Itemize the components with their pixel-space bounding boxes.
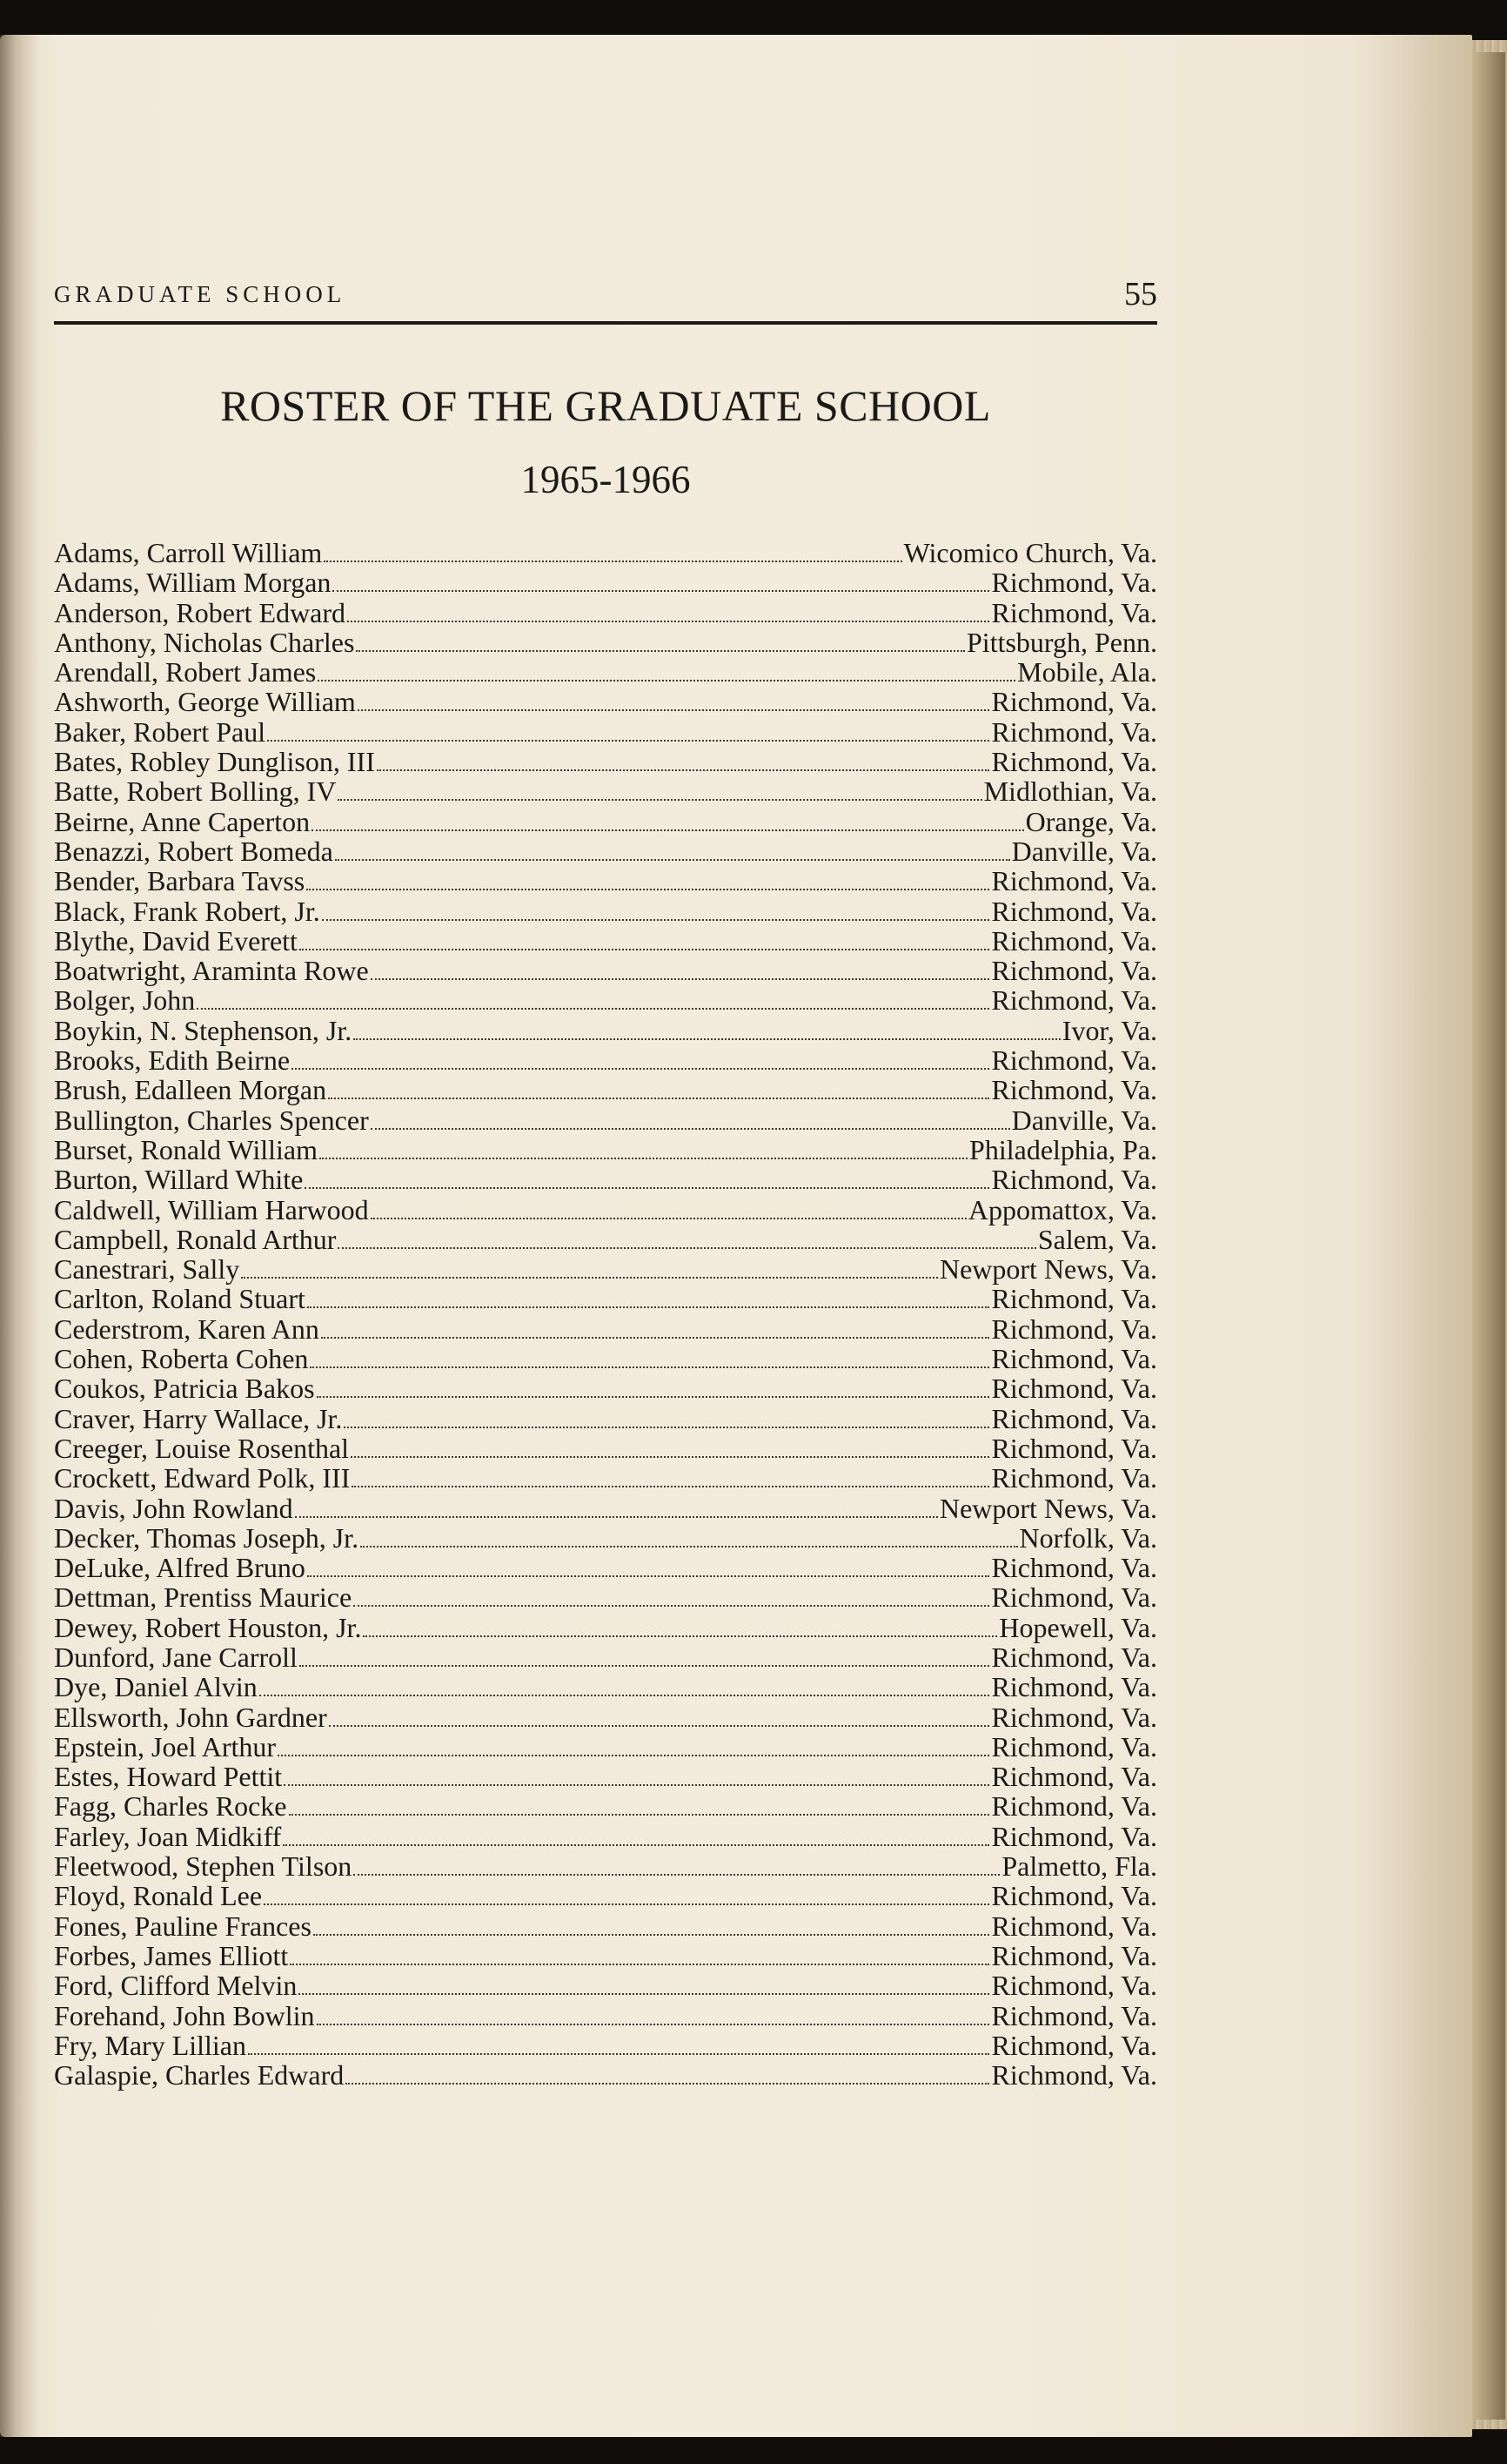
student-name: Craver, Harry Wallace, Jr. (54, 1402, 343, 1434)
binding-shadow (0, 35, 40, 2437)
student-name: Adams, William Morgan (54, 567, 332, 599)
hometown: Richmond, Va. (991, 1730, 1157, 1762)
student-name: Dewey, Robert Houston, Jr. (54, 1611, 362, 1643)
roster-entry (54, 687, 1157, 716)
hometown: Richmond, Va. (991, 1999, 1157, 2031)
student-name: Batte, Robert Bolling, IV (54, 775, 337, 808)
hometown: Wicomico Church, Va. (903, 537, 1157, 568)
roster-entry (54, 1971, 1157, 2000)
roster-entry (54, 1732, 1157, 1762)
student-name: Arendall, Robert James (54, 656, 317, 688)
dot-leader (299, 1665, 990, 1667)
student-name: Dye, Daniel Alvin (54, 1671, 258, 1703)
student-name: Ford, Clifford Melvin (54, 1970, 298, 2002)
hometown: Richmond, Va. (991, 984, 1157, 1017)
student-name: Coukos, Patricia Bakos (54, 1373, 315, 1405)
roster-entry (54, 1613, 1157, 1642)
student-name: Fagg, Charles Rocke (54, 1790, 287, 1823)
roster-entry (54, 1881, 1157, 1910)
dot-leader (283, 1844, 989, 1846)
student-name: Boatwright, Araminta Rowe (54, 955, 369, 987)
hometown: Richmond, Va. (991, 924, 1157, 957)
dot-leader (306, 889, 989, 890)
student-name: Campbell, Ronald Arthur (54, 1223, 337, 1255)
dot-leader (318, 680, 1015, 681)
dot-leader (298, 1993, 989, 1995)
dot-leader (371, 1218, 967, 1219)
roster-entry (54, 1851, 1157, 1881)
roster-entry (54, 866, 1157, 896)
student-name: Carlton, Roland Stuart (54, 1283, 305, 1315)
dot-leader (338, 1247, 1035, 1249)
hometown: Danville, Va. (1011, 835, 1157, 867)
dot-leader (299, 949, 990, 950)
dot-leader (332, 590, 989, 592)
hometown: Richmond, Va. (991, 1641, 1157, 1673)
roster-entry (54, 1135, 1157, 1165)
dot-leader (278, 1755, 989, 1756)
hometown: Richmond, Va. (991, 1373, 1157, 1405)
roster-entry (54, 1045, 1157, 1075)
hometown: Richmond, Va. (991, 1910, 1157, 1942)
student-name: Caldwell, William Harwood (54, 1193, 369, 1225)
roster-entry (54, 1225, 1157, 1254)
hometown: Newport News, Va. (939, 1492, 1157, 1524)
roster-list (54, 538, 1157, 2090)
student-name: Bender, Barbara Tavss (54, 865, 305, 897)
student-name: Black, Frank Robert, Jr. (54, 895, 320, 927)
dot-leader (371, 1128, 1010, 1130)
hometown: Richmond, Va. (991, 715, 1157, 748)
hometown: Richmond, Va. (991, 1939, 1157, 1971)
student-name: Epstein, Joel Arthur (54, 1730, 277, 1762)
roster-entry (54, 1822, 1157, 1851)
hometown: Danville, Va. (1011, 1104, 1157, 1136)
book-cover-edge (1470, 52, 1505, 2420)
roster-entry (54, 1105, 1157, 1135)
hometown: Richmond, Va. (991, 1880, 1157, 1912)
student-name: Burset, Ronald William (54, 1133, 318, 1165)
dot-leader (197, 1008, 989, 1010)
dot-leader (338, 799, 981, 801)
student-name: Adams, Carroll William (54, 537, 323, 568)
dot-leader (267, 740, 989, 742)
dot-leader (347, 621, 989, 622)
dot-leader (345, 2083, 989, 2085)
hometown: Richmond, Va. (991, 955, 1157, 987)
hometown: Appomattox, Va. (968, 1193, 1157, 1225)
dot-leader (319, 1158, 968, 1159)
dot-leader (353, 1605, 989, 1607)
roster-entry (54, 717, 1157, 747)
dot-leader (353, 1038, 1061, 1040)
student-name: Bullington, Charles Spencer (54, 1104, 369, 1136)
hometown: Richmond, Va. (991, 1462, 1157, 1494)
hometown: Palmetto, Fla. (1001, 1850, 1157, 1883)
hometown: Newport News, Va. (939, 1253, 1157, 1286)
roster-entry (54, 985, 1157, 1015)
dot-leader (310, 1366, 989, 1368)
hometown: Richmond, Va. (991, 1820, 1157, 1852)
hometown: Midlothian, Va. (983, 775, 1157, 808)
student-name: Blythe, David Everett (54, 924, 298, 957)
hometown: Richmond, Va. (991, 1044, 1157, 1077)
roster-entry (54, 1314, 1157, 1344)
dot-leader (307, 1306, 990, 1308)
dot-leader (311, 829, 1024, 831)
hometown: Philadelphia, Pa. (969, 1133, 1157, 1165)
roster-entry (54, 1762, 1157, 1791)
roster-entry (54, 1016, 1157, 1045)
roster-entry (54, 628, 1157, 657)
page-title: ROSTER OF THE GRADUATE SCHOOL (220, 381, 991, 430)
hometown: Norfolk, Va. (1019, 1521, 1157, 1554)
hometown: Richmond, Va. (991, 2029, 1157, 2061)
dot-leader (321, 1337, 990, 1339)
hometown: Richmond, Va. (991, 1970, 1157, 2002)
student-name: Bolger, John (54, 984, 196, 1017)
dot-leader (295, 1516, 938, 1518)
dot-leader (241, 1277, 938, 1279)
roster-entry (54, 2060, 1157, 2090)
dot-leader (291, 1068, 989, 1070)
student-name: Creeger, Louise Rosenthal (54, 1432, 350, 1464)
student-name: Boykin, N. Stephenson, Jr. (54, 1014, 352, 1046)
dot-leader (322, 919, 990, 921)
hometown: Salem, Va. (1037, 1223, 1157, 1255)
dot-leader (358, 709, 990, 711)
hometown: Richmond, Va. (991, 567, 1157, 599)
dot-leader (328, 1098, 989, 1099)
hometown: Richmond, Va. (991, 596, 1157, 628)
roster-entry (54, 1404, 1157, 1433)
roster-entry (54, 1344, 1157, 1373)
hometown: Richmond, Va. (991, 1164, 1157, 1196)
hometown: Richmond, Va. (991, 2059, 1157, 2091)
student-name: Estes, Howard Pettit (54, 1761, 283, 1793)
student-name: Cederstrom, Karen Ann (54, 1313, 319, 1345)
hometown: Ivor, Va. (1062, 1014, 1157, 1046)
roster-entry (54, 2031, 1157, 2060)
roster-entry (54, 776, 1157, 806)
roster-entry (54, 807, 1157, 836)
roster-entry (54, 956, 1157, 985)
dot-leader (335, 859, 1010, 861)
hometown: Richmond, Va. (991, 1790, 1157, 1823)
student-name: Benazzi, Robert Bomeda (54, 835, 333, 867)
roster-entry (54, 836, 1157, 866)
hometown: Richmond, Va. (991, 1283, 1157, 1315)
hometown: Richmond, Va. (991, 1432, 1157, 1464)
roster-entry (54, 1463, 1157, 1493)
roster-entry (54, 1702, 1157, 1732)
roster-entry (54, 1075, 1157, 1104)
roster-entry (54, 1523, 1157, 1553)
roster-entry (54, 1373, 1157, 1403)
roster-entry (54, 1582, 1157, 1612)
dot-leader (360, 1546, 1017, 1548)
dot-leader (324, 561, 901, 562)
student-name: DeLuke, Alfred Bruno (54, 1552, 305, 1584)
hometown: Pittsburgh, Penn. (967, 626, 1157, 658)
header-rule (54, 321, 1157, 325)
student-name: Fleetwood, Stephen Tilson (54, 1850, 352, 1883)
roster-entry (54, 1433, 1157, 1463)
dot-leader (353, 1874, 1000, 1876)
roster-entry (54, 1494, 1157, 1523)
roster-entry (54, 567, 1157, 597)
student-name: Decker, Thomas Joseph, Jr. (54, 1521, 359, 1554)
roster-entry (54, 1941, 1157, 1971)
student-name: Ellsworth, John Gardner (54, 1701, 327, 1733)
student-name: Ashworth, George William (54, 686, 356, 718)
dot-leader (317, 2024, 990, 2025)
student-name: Burton, Willard White (54, 1164, 304, 1196)
hometown: Richmond, Va. (991, 1761, 1157, 1793)
hometown: Richmond, Va. (991, 686, 1157, 718)
dot-leader (307, 1575, 990, 1577)
roster-entry (54, 1195, 1157, 1225)
dot-leader (317, 1396, 990, 1398)
dot-leader (352, 1486, 989, 1487)
student-name: Dettman, Prentiss Maurice (54, 1581, 352, 1614)
dot-leader (264, 1903, 989, 1905)
hometown: Hopewell, Va. (999, 1611, 1157, 1643)
roster-entry (54, 657, 1157, 687)
student-name: Fry, Mary Lillian (54, 2029, 246, 2061)
hometown: Richmond, Va. (991, 1701, 1157, 1733)
roster-entry (54, 1911, 1157, 1941)
student-name: Anthony, Nicholas Charles (54, 626, 355, 658)
hometown: Richmond, Va. (991, 1402, 1157, 1434)
hometown: Richmond, Va. (991, 1313, 1157, 1345)
hometown: Richmond, Va. (991, 1552, 1157, 1584)
dot-leader (305, 1187, 989, 1189)
roster-entry (54, 538, 1157, 567)
hometown: Richmond, Va. (991, 1343, 1157, 1375)
roster-entry (54, 896, 1157, 926)
dot-leader (284, 1784, 989, 1786)
dot-leader (290, 1964, 989, 1965)
roster-entry (54, 1642, 1157, 1672)
student-name: Brooks, Edith Beirne (54, 1044, 291, 1077)
roster-entry (54, 1254, 1157, 1284)
student-name: Floyd, Ronald Lee (54, 1880, 263, 1912)
roster-entry (54, 1791, 1157, 1821)
student-name: Galaspie, Charles Edward (54, 2059, 345, 2091)
hometown: Richmond, Va. (991, 1074, 1157, 1106)
dot-leader (289, 1814, 990, 1816)
dot-leader (344, 1427, 989, 1428)
student-name: Cohen, Roberta Cohen (54, 1343, 309, 1375)
student-name: Canestrari, Sally (54, 1253, 240, 1286)
year-range: 1965-1966 (520, 458, 691, 501)
hometown: Orange, Va. (1025, 805, 1157, 837)
student-name: Farley, Joan Midkiff (54, 1820, 282, 1852)
roster-entry (54, 1672, 1157, 1702)
hometown: Richmond, Va. (991, 895, 1157, 927)
student-name: Baker, Robert Paul (54, 715, 266, 748)
dot-leader (377, 769, 990, 771)
roster-entry (54, 1284, 1157, 1313)
hometown: Richmond, Va. (991, 1581, 1157, 1614)
student-name: Forbes, James Elliott (54, 1939, 289, 1971)
student-name: Crockett, Edward Polk, III (54, 1462, 351, 1494)
page-number: 55 (1124, 276, 1157, 312)
student-name: Beirne, Anne Caperton (54, 805, 311, 837)
student-name: Fones, Pauline Frances (54, 1910, 311, 1942)
roster-entry (54, 1165, 1157, 1194)
dot-leader (329, 1725, 990, 1727)
student-name: Brush, Edalleen Morgan (54, 1074, 327, 1106)
dot-leader (313, 1934, 990, 1936)
roster-entry (54, 747, 1157, 776)
running-head: GRADUATE SCHOOL (54, 281, 346, 307)
student-name: Dunford, Jane Carroll (54, 1641, 298, 1673)
roster-entry (54, 2001, 1157, 2031)
roster-entry (54, 926, 1157, 956)
student-name: Davis, John Rowland (54, 1492, 293, 1524)
hometown: Richmond, Va. (991, 746, 1157, 778)
dot-leader (356, 650, 965, 652)
student-name: Forehand, John Bowlin (54, 1999, 315, 2031)
dot-leader (259, 1695, 990, 1696)
roster-entry (54, 598, 1157, 628)
student-name: Bates, Robley Dunglison, III (54, 746, 375, 778)
dot-leader (351, 1456, 989, 1458)
hometown: Mobile, Ala. (1017, 656, 1157, 688)
roster-entry (54, 1553, 1157, 1582)
dot-leader (363, 1635, 997, 1637)
dot-leader (371, 978, 990, 980)
hometown: Richmond, Va. (991, 865, 1157, 897)
dot-leader (248, 2053, 989, 2055)
student-name: Anderson, Robert Edward (54, 596, 346, 628)
hometown: Richmond, Va. (991, 1671, 1157, 1703)
